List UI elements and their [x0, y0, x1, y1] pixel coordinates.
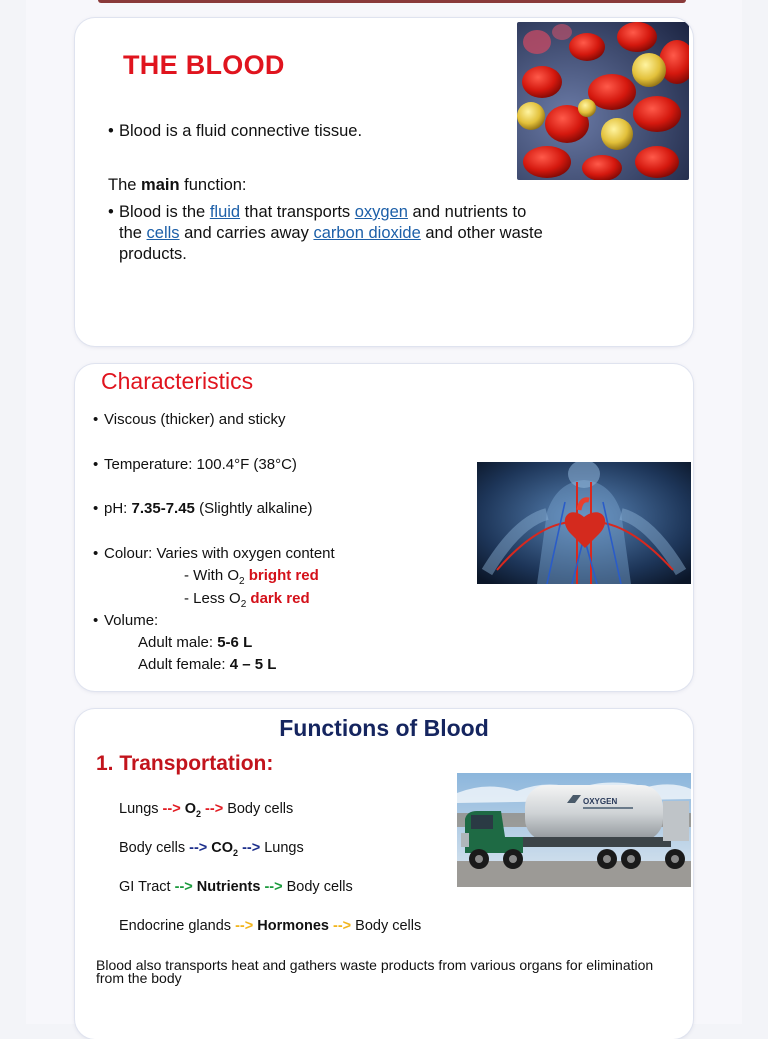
circulatory-system-image	[477, 462, 691, 584]
slide-title: Functions of Blood	[279, 715, 489, 741]
transport-row-endocrine: Endocrine glands --> Hormones --> Body cells	[119, 918, 422, 934]
bullet-colour: • Colour: Varies with oxygen content	[104, 544, 335, 564]
section-transportation: 1. Transportation:	[96, 752, 274, 775]
slide-title: THE BLOOD	[123, 50, 285, 80]
link-cells[interactable]: cells	[146, 224, 180, 242]
transport-row-lungs: Lungs --> $O_2$ --> Body cells	[119, 801, 294, 819]
less-o2-line: - Less $O_2$ dark red	[184, 590, 310, 610]
bullet-ph: • pH: 7.35-7.45 (Slightly alkaline)	[104, 499, 312, 519]
bullet-main-function: • Blood is the fluid that transports oxygen and nutrients to the cells and carries away carbon dioxide and other waste products.	[119, 202, 639, 265]
bullet-definition: • Blood is a fluid connective tissue.	[119, 121, 362, 142]
slide-title: Characteristics	[101, 368, 254, 394]
link-oxygen[interactable]: oxygen	[354, 203, 408, 221]
transport-row-body-cells: Body cells --> $CO_2$ --> Lungs	[119, 840, 304, 858]
with-o2-line: - With $O_2$ bright red	[184, 567, 319, 587]
svg-text:OXYGEN: OXYGEN	[583, 797, 618, 806]
adult-female-volume: Adult female: 4 – 5 L	[138, 656, 277, 673]
slide-characteristics	[75, 364, 693, 691]
link-fluid[interactable]: fluid	[209, 203, 241, 221]
main-function-label: The main function:	[108, 176, 247, 194]
adult-male-volume: Adult male: 5-6 L	[138, 634, 253, 651]
oxygen-tanker-truck-image	[457, 773, 691, 887]
transport-row-gi-tract: GI Tract --> Nutrients --> Body cells	[119, 879, 353, 895]
slide-the-blood	[75, 18, 693, 346]
bullet-viscous: • Viscous (thicker) and sticky	[104, 410, 285, 430]
transport-footer-note: Blood also transports heat and gathers waste products from various organs for elimination from the body	[96, 957, 654, 986]
link-carbon-dioxide[interactable]: carbon dioxide	[313, 224, 421, 242]
slide-functions-of-blood	[75, 709, 693, 1039]
previous-slide-edge	[98, 0, 686, 3]
red-blood-cells-image	[517, 22, 689, 180]
bullet-volume: • Volume:	[104, 611, 158, 631]
bullet-temperature: • Temperature: 100.4°F (38°C)	[104, 455, 297, 475]
